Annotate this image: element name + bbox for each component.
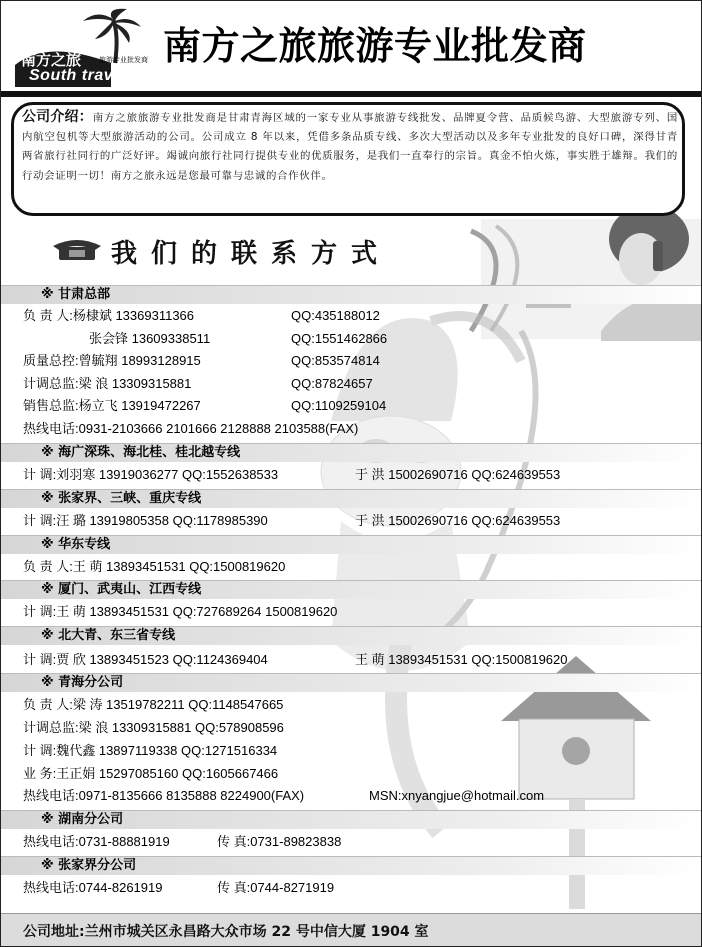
section-title: ※ 厦门、武夷山、江西专线 [41,582,202,597]
section-title: ※ 北大青、东三省专线 [41,628,176,643]
page-title: 南方之旅旅游专业批发商 [163,24,587,68]
contact-info: 负 责 人:杨棣斌 13369311366 [23,308,195,323]
section-header-gansu-hq [1,285,701,304]
hotline: 热线电话:0971-8135666 8135888 8224900(FAX) [23,788,305,803]
contact-qq: QQ:1551462866 [291,331,388,346]
logo-chinese-name: 南方之旅 [21,51,82,69]
section-title: ※ 湖南分公司 [41,812,124,827]
section-header-zhangjiajie-line [1,489,701,508]
hotline: 热线电话:0931-2103666 2101666 2128888 2103588(FAX) [23,421,359,436]
contact-info: 计 调:魏代鑫 13897119338 QQ:1271516334 [23,743,278,758]
section-header-zhangjiajie-branch [1,856,701,875]
contact-qq: QQ:1109259104 [291,398,387,413]
logo-english-name: South travel [29,67,128,84]
contact-info: 张会锋 13609338511 [89,331,211,346]
company-address: 公司地址:兰州市城关区永昌路大众市场 22 号中信大厦 1904 室 [23,924,429,940]
section-header-guangdong [1,443,701,462]
section-title: ※ 青海分公司 [41,675,124,690]
contact-info: 计 调:刘羽寒 13919036277 QQ:1552638533 [23,467,279,482]
contact-info: 计 调:贾 欣 13893451523 QQ:1124369404 [23,652,268,667]
telephone-icon [51,237,103,261]
contact-info: 计 调:王 萌 13893451531 QQ:727689264 1500819620 [23,604,338,619]
contact-info: 计调总监:梁 浪 13309315881 [23,376,192,391]
section-title: ※ 海广深珠、海北桂、桂北越专线 [41,445,241,460]
company-logo [7,5,157,89]
section-header-east-china [1,535,701,554]
contact-info: 负 责 人:梁 涛 13519782211 QQ:1148547665 [23,697,284,712]
contact-info: 质量总控:曾毓翔 18993128915 [23,353,201,368]
fax: 传 真:0731-89823838 [217,834,342,849]
contact-heading: 我们的联系方式 [111,239,392,269]
section-header-qinghai-branch [1,673,701,692]
intro-label: 公司介绍： [22,109,93,125]
contact-info: 销售总监:杨立飞 13919472267 [23,398,201,413]
contact-info: 计 调:汪 璐 13919805358 QQ:1178985390 [23,513,268,528]
section-header-xiamen [1,580,701,599]
intro-text: 南方之旅旅游专业批发商是甘肃青海区域的一家专业从事旅游专线批发、品牌夏令营、品质候鸟游、大型旅游专列、国内航空包机等大型旅游活动的公司。公司成立 8 年以来，凭借多条品质专线、多次大型活动以及多年专业批发的良好口碑，深得甘青两省旅行社同行的广泛好评。竭诚向旅行社同行提供专业的优质服务，是我们一直奉行的宗旨。真金不怕火炼，事实胜于雄辩。我们的行动会证明一切！南方之旅永远是您最可靠与忠诚的合作伙伴。 [22,112,679,182]
fax: 传 真:0744-8271919 [217,880,335,895]
company-intro-box [11,102,685,216]
contact-info: 王 萌 13893451531 QQ:1500819620 [355,652,568,667]
woman-on-phone-image [471,205,701,341]
hotline: 热线电话:0731-88881919 [23,834,170,849]
contact-qq: QQ:853574814 [291,353,380,368]
contact-info: 业 务:王正娟 15297085160 QQ:1605667466 [23,766,279,781]
header-divider [1,91,701,97]
section-title: ※ 华东专线 [41,537,111,552]
contact-info: 负 责 人:王 萌 13893451531 QQ:1500819620 [23,559,286,574]
section-title: ※ 甘肃总部 [41,287,111,302]
section-title: ※ 张家界分公司 [41,858,137,873]
contact-qq: QQ:435188012 [291,308,380,323]
msn-contact: MSN:xnyangjue@hotmail.com [369,788,545,803]
contact-info: 于 洪 15002690716 QQ:624639553 [355,513,561,528]
contact-info: 于 洪 15002690716 QQ:624639553 [355,467,561,482]
logo-subtitle: 旅游专业批发商 [99,56,148,64]
address-footer [1,913,701,947]
contact-info: 计调总监:梁 浪 13309315881 QQ:578908596 [23,720,284,735]
section-header-northeast [1,626,701,645]
section-title: ※ 张家界、三峡、重庆专线 [41,491,202,506]
section-header-hunan-branch [1,810,701,829]
contact-qq: QQ:87824657 [291,376,373,391]
hotline: 热线电话:0744-8261919 [23,880,163,895]
